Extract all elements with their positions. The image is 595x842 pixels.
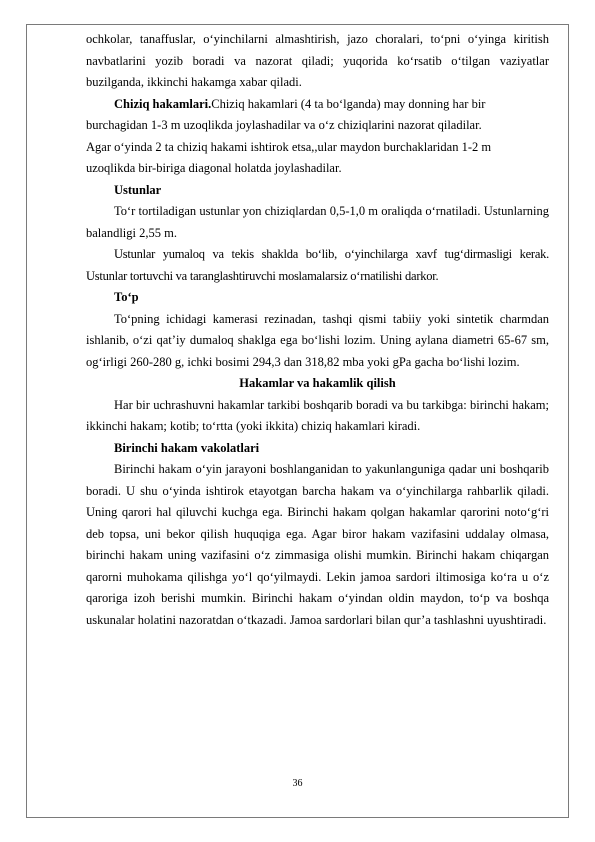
paragraph-line-judges-cont-2: Agar o‘yinda 2 ta chiziq hakami ishtirok etsa,,ular maydon burchaklaridan 1-2 m — [86, 139, 492, 154]
paragraph-line-judges — [86, 94, 549, 116]
paragraph-line-judges-cont-1: burchagidan 1-3 m uzoqlikda joylashadilar va o‘z chiziqlarini nazorat qiladilar. — [86, 118, 482, 132]
paragraph-referee-duties: ochkolar, tanaffuslar, o‘yinchilarni almashtirish, jazo choralari, to‘pni o‘yinga kiritish navbatlarini yozib boradi va nazorat qiladi; yuqorida ko‘rsatib o‘tilgan vaziyatlar buzilganda, ikkinchi hakamga xabar qiladi. — [86, 32, 549, 89]
page-number: 36 — [292, 778, 303, 789]
document-body — [86, 29, 549, 631]
paragraph-posts-2: Ustunlar yumaloq va tekis shaklda bo‘lib, o‘yinchilarga xavf tug‘dirmasligi kerak. Ustunlar tortuvchi va taranglashtiruvchi moslamalarsiz o‘rnatilishi darkor. — [86, 247, 549, 283]
heading-line-judges: Chiziq hakamlari. — [114, 96, 212, 111]
paragraph-ball: To‘pning ichidagi kamerasi rezinadan, tashqi qismi tabiiy yoki sintetik charmdan ishlanib, o‘zi qat’iy dumaloq shaklga ega bo‘lishi lozim. Uning aylana diametri 65-67 sm, og‘irligi 260-280 g, ichki bosimi 294,3 dan 318,82 mba yoki gPa gacha bo‘lishi lozim. — [86, 311, 549, 369]
heading-ball: To‘p — [114, 290, 139, 304]
paragraph-first-referee: Birinchi hakam o‘yin jarayoni boshlanganidan to yakunlanguniga qadar uni boshqarib boradi. U shu o‘yinda ishtirok etayotgan barcha hakam va o‘yinchilarga rahbarlik qiladi. Uning qarori hal qiluvchi kuchga ega. Birinchi hakam qolgan hakamlar qarorini noto‘g‘ri deb topsa, uni bekor qilish huquqiga ega. Agar biror hakam vazifasini uddalay olmasa, birinchi hakam uning vazifasini o‘z zimmasiga olishi mumkin. Birinchi hakam chiqargan qarorni muhokama qilishga yo‘l qo‘yilmaydi. Lekin jamoa sardori iltimosiga ko‘ra u o‘z qaroriga izoh berishi mumkin. Birinchi hakam o‘yindan oldin maydon, to‘p va boshqa uskunalar holatini nazoratdan o‘tkazadi. Jamoa sardorlari bilan qur’a tashlashni uyushtiradi. — [86, 462, 549, 627]
heading-first-referee: Birinchi hakam vakolatlari — [114, 440, 260, 455]
paragraph-referee-team: Har bir uchrashuvni hakamlar tarkibi boshqarib boradi va bu tarkibga: birinchi hakam; ikkinchi hakam; kotib; to‘rtta (yoki ikkita) chiziq hakamlari kiradi. — [86, 397, 549, 433]
paragraph-line-judges-cont-3: uzoqlikda bir-biriga diagonal holatda joylashadilar. — [86, 161, 342, 175]
paragraph-posts-1: To‘r tortiladigan ustunlar yon chiziqlardan 0,5-1,0 m oraliqda o‘rnatiladi. Ustunlarning balandligi 2,55 m. — [86, 204, 549, 240]
heading-posts: Ustunlar — [114, 182, 162, 197]
line-judges-text: Chiziq hakamlari (4 ta bo‘lganda) may donning har bir — [211, 96, 486, 111]
heading-referees: Hakamlar va hakamlik qilish — [239, 376, 396, 390]
